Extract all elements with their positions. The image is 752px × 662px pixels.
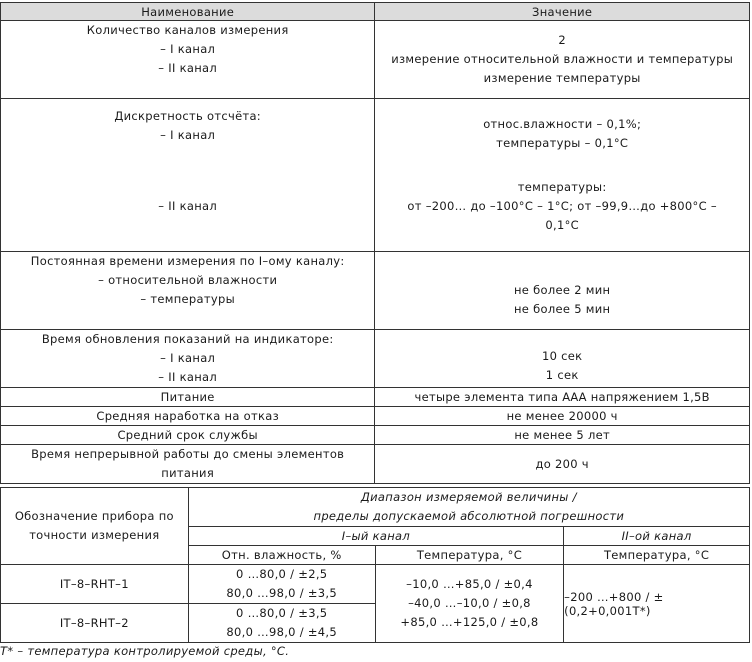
- table-row: [1, 565, 750, 604]
- range-header-row: [1, 488, 750, 527]
- cell-line: относ.влажности – 0,1%;: [483, 117, 642, 132]
- table-row: [1, 426, 750, 445]
- cell-line: 80,0 …98,0 / ±4,5: [226, 625, 337, 639]
- cell-line: питания: [161, 466, 215, 480]
- range-header: [188, 488, 749, 527]
- cell-line: температуры:: [517, 179, 607, 194]
- cell-line: Время обновления показаний на индикаторе:: [41, 332, 334, 346]
- table-row: [1, 21, 750, 99]
- cell-line: 2: [558, 33, 566, 47]
- table-row: [1, 162, 750, 252]
- row-name: [1, 252, 375, 330]
- row-name: [1, 330, 375, 388]
- row-value: [375, 99, 750, 162]
- header-value: Значение: [375, 3, 750, 21]
- cell-line: Диапазон измеряемой величины /: [360, 490, 577, 504]
- cell-line: – I канал: [160, 351, 216, 365]
- cell-line: 0 …80,0 / ±3,5: [236, 606, 328, 620]
- cell-line: – относительной влажности: [98, 273, 278, 287]
- temp2-subheader: Температура, °С: [564, 546, 750, 565]
- temp-ch2-range: –200 …+800 / ±(0,2+0,001T*): [564, 565, 750, 643]
- cell-line: +85,0 …+125,0 / ±0,8: [400, 615, 539, 629]
- cell-line: 0 …80,0 / ±2,5: [236, 567, 328, 581]
- cell-line: Постоянная времени измерения по I–ому каналу:: [30, 254, 345, 268]
- cell-line: 10 сек: [541, 348, 583, 363]
- row-value: [375, 330, 750, 388]
- channel1-header: I–ый канал: [188, 527, 564, 546]
- cell-line: – II канал: [158, 198, 218, 213]
- cell-line: от –200… до –100°С – 1°С; от –99,9…до +800°С –: [407, 198, 717, 213]
- cell-line: температуры – 0,1°С: [496, 136, 629, 151]
- table-row: [1, 407, 750, 426]
- row-name: Питание: [1, 388, 375, 407]
- row-value: не менее 20000 ч: [375, 407, 750, 426]
- cell-line: 1 сек: [545, 367, 579, 382]
- row-value: [375, 162, 750, 252]
- cell-line: Время непрерывной работы до смены элементов: [31, 447, 345, 461]
- cell-line: 80,0 …98,0 / ±3,5: [226, 586, 337, 600]
- row-name: [1, 445, 375, 484]
- humidity-range: [188, 604, 375, 643]
- row-name: Средний срок службы: [1, 426, 375, 445]
- table-row: [1, 99, 750, 162]
- cell-line: – I канал: [160, 42, 216, 56]
- cell-line: не более 5 мин: [513, 301, 611, 316]
- cell-line: Обозначение прибора по: [14, 509, 174, 523]
- row-value: до 200 ч: [375, 445, 750, 484]
- cell-line: Дискретность отсчёта:: [114, 109, 261, 123]
- header-name: Наименование: [1, 3, 375, 21]
- temp-ch1-range: [375, 565, 563, 643]
- table-row: [1, 252, 750, 330]
- cell-line: не более 2 мин: [513, 282, 611, 297]
- row-value: четыре элемента типа ААА напряжением 1,5В: [375, 388, 750, 407]
- cell-line: –40,0 …–10,0 / ±0,8: [408, 596, 531, 610]
- cell-line: 0,1°С: [545, 217, 579, 232]
- specifications-table: [0, 2, 750, 484]
- row-name: Средняя наработка на отказ: [1, 407, 375, 426]
- device-name: IT–8–RHT–1: [1, 565, 189, 604]
- table-row: [1, 388, 750, 407]
- device-designation-header: [1, 488, 189, 565]
- row-name: [1, 99, 375, 162]
- temp1-subheader: Температура, °С: [375, 546, 563, 565]
- table-row: [1, 330, 750, 388]
- device-name: IT–8–RHT–2: [1, 604, 189, 643]
- cell-line: Количество каналов измерения: [86, 23, 289, 37]
- row-value: [375, 21, 750, 99]
- row-value: [375, 252, 750, 330]
- cell-line: – II канал: [158, 61, 218, 75]
- cell-line: – I канал: [160, 128, 216, 142]
- cell-line: точности измерения: [29, 528, 160, 542]
- row-value: не менее 5 лет: [375, 426, 750, 445]
- cell-line: – II канал: [158, 370, 218, 384]
- footnote: Т* – температура контролируемой среды, °С.: [0, 644, 290, 658]
- row-name: [1, 162, 375, 252]
- accuracy-table: [0, 487, 750, 643]
- cell-line: пределы допускаемой абсолютной погрешности: [313, 509, 625, 523]
- table-row: [1, 445, 750, 484]
- cell-line: измерение относительной влажности и температуры: [391, 52, 734, 66]
- channel2-header: II–ой канал: [564, 527, 750, 546]
- cell-line: измерение температуры: [483, 71, 641, 85]
- humidity-range: [188, 565, 375, 604]
- cell-line: – температуры: [140, 292, 235, 306]
- row-name: [1, 21, 375, 99]
- humidity-subheader: Отн. влажность, %: [188, 546, 375, 565]
- cell-line: –10,0 …+85,0 / ±0,4: [406, 577, 533, 591]
- table-header-row: [1, 3, 750, 21]
